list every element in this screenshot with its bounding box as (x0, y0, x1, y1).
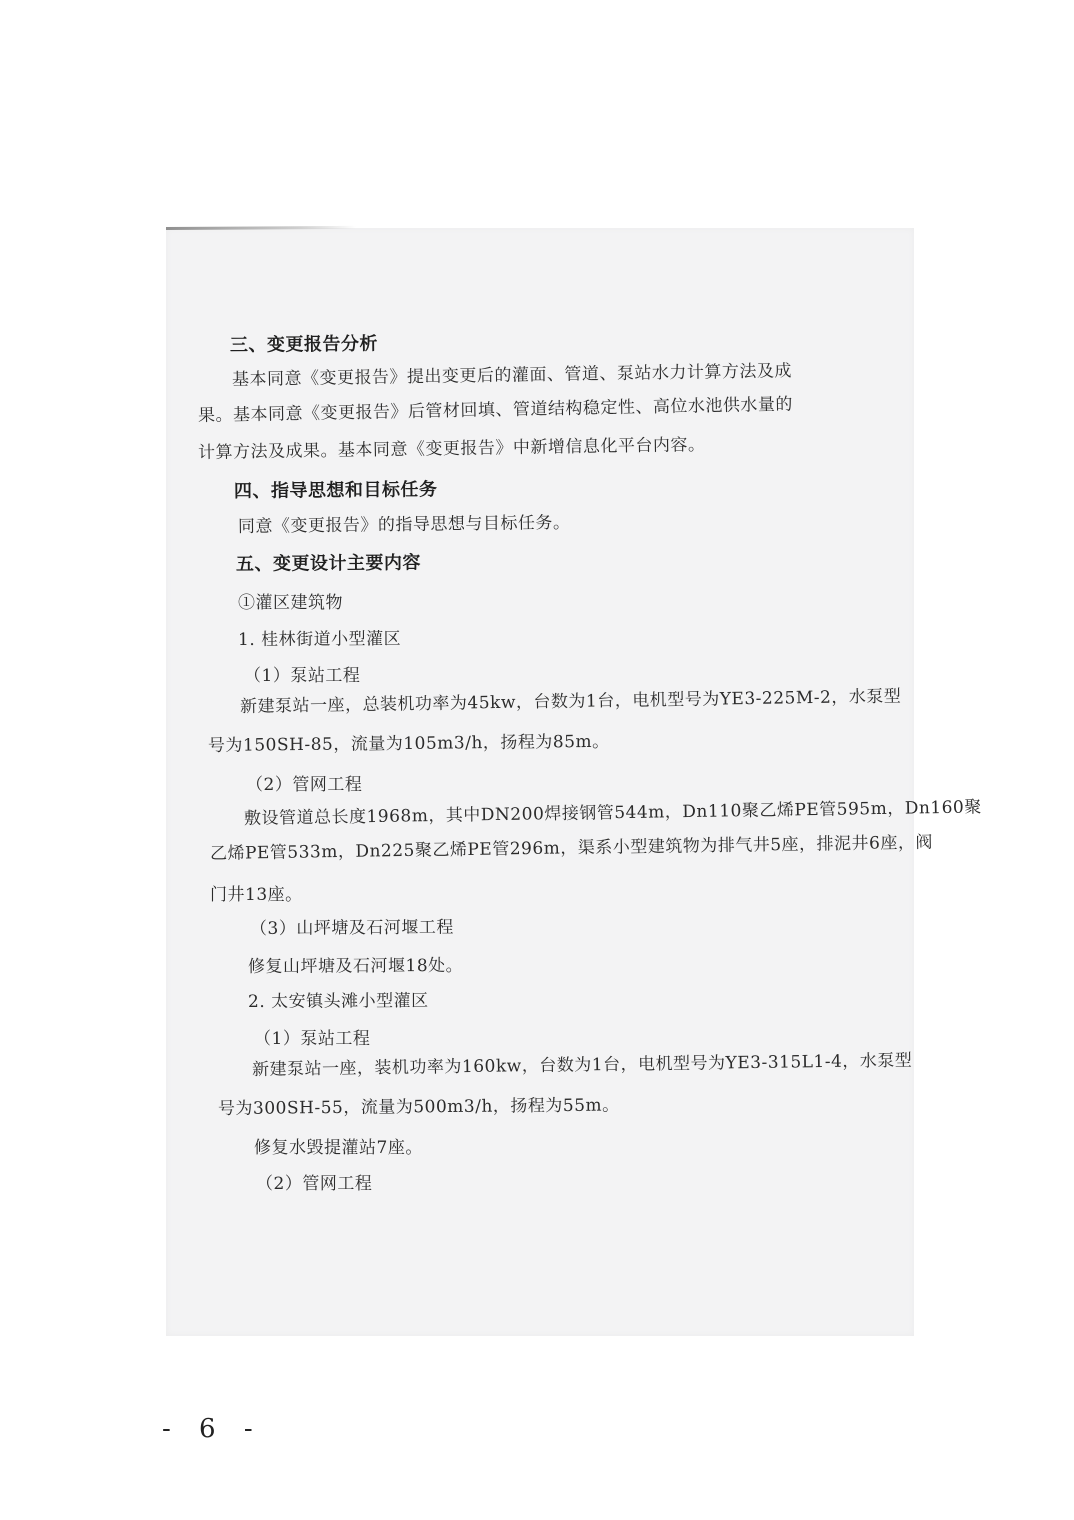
subsection-item-pump-station: （1）泵站工程 (254, 1029, 371, 1049)
paragraph-line: 门井13座。 (210, 885, 303, 905)
subsection-item-pipe-network: （2）管网工程 (246, 775, 363, 795)
paragraph-line: 新建泵站一座，总装机功率为45kw，台数为1台，电机型号为YE3-225M-2，水泵型 (239, 686, 902, 717)
subsection-item-pump-station: （1）泵站工程 (244, 666, 361, 686)
paragraph-line: 同意《变更报告》的指导思想与目标任务。 (237, 512, 571, 537)
paragraph-line: 果。基本同意《变更报告》后管材回填、管道结构稳定性、高位水池供水量的 (197, 394, 794, 426)
list-item-irrigation-buildings: ①灌区建筑物 (238, 593, 343, 613)
paragraph-line: 号为150SH-85，流量为105m3/h，扬程为85m。 (207, 731, 610, 756)
paragraph-line: 敷设管道总长度1968m，其中DN200焊接钢管544m，Dn110聚乙烯PE管595m，Dn160聚 (243, 797, 982, 829)
section-heading-main-design-content: 五、变更设计主要内容 (235, 552, 422, 575)
subsection-item-pipe-network: （2）管网工程 (256, 1174, 373, 1194)
section-heading-guiding-ideas: 四、指导思想和目标任务 (233, 479, 438, 502)
paragraph-line: 新建泵站一座，装机功率为160kw，台数为1台，电机型号为YE3-315L1-4，水泵型 (251, 1050, 913, 1080)
paragraph-line: 乙烯PE管533m，Dn225聚乙烯PE管296m，渠系小型建筑物为排气井5座，排泥井6座，阀 (209, 832, 934, 864)
paragraph-line: 基本同意《变更报告》提出变更后的灌面、管道、泵站水力计算方法及成 (231, 361, 793, 390)
section-heading-change-report-analysis: 三、变更报告分析 (229, 333, 379, 356)
page-number: - 6 - (162, 1414, 263, 1444)
paragraph-line: 计算方法及成果。基本同意《变更报告》中新增信息化平台内容。 (197, 435, 706, 463)
paragraph-line: 修复山坪塘及石河堰18处。 (247, 955, 464, 977)
subsection-title-guilin: 1. 桂林街道小型灌区 (237, 629, 402, 650)
subsection-item-ponds-weirs: （3）山坪塘及石河堰工程 (249, 917, 454, 939)
paragraph-line: 号为300SH-55，流量为500m3/h，扬程为55m。 (217, 1095, 620, 1119)
subsection-title-taian: 2. 太安镇头滩小型灌区 (247, 991, 429, 1012)
paragraph-line: 修复水毁提灌站7座。 (254, 1138, 423, 1158)
